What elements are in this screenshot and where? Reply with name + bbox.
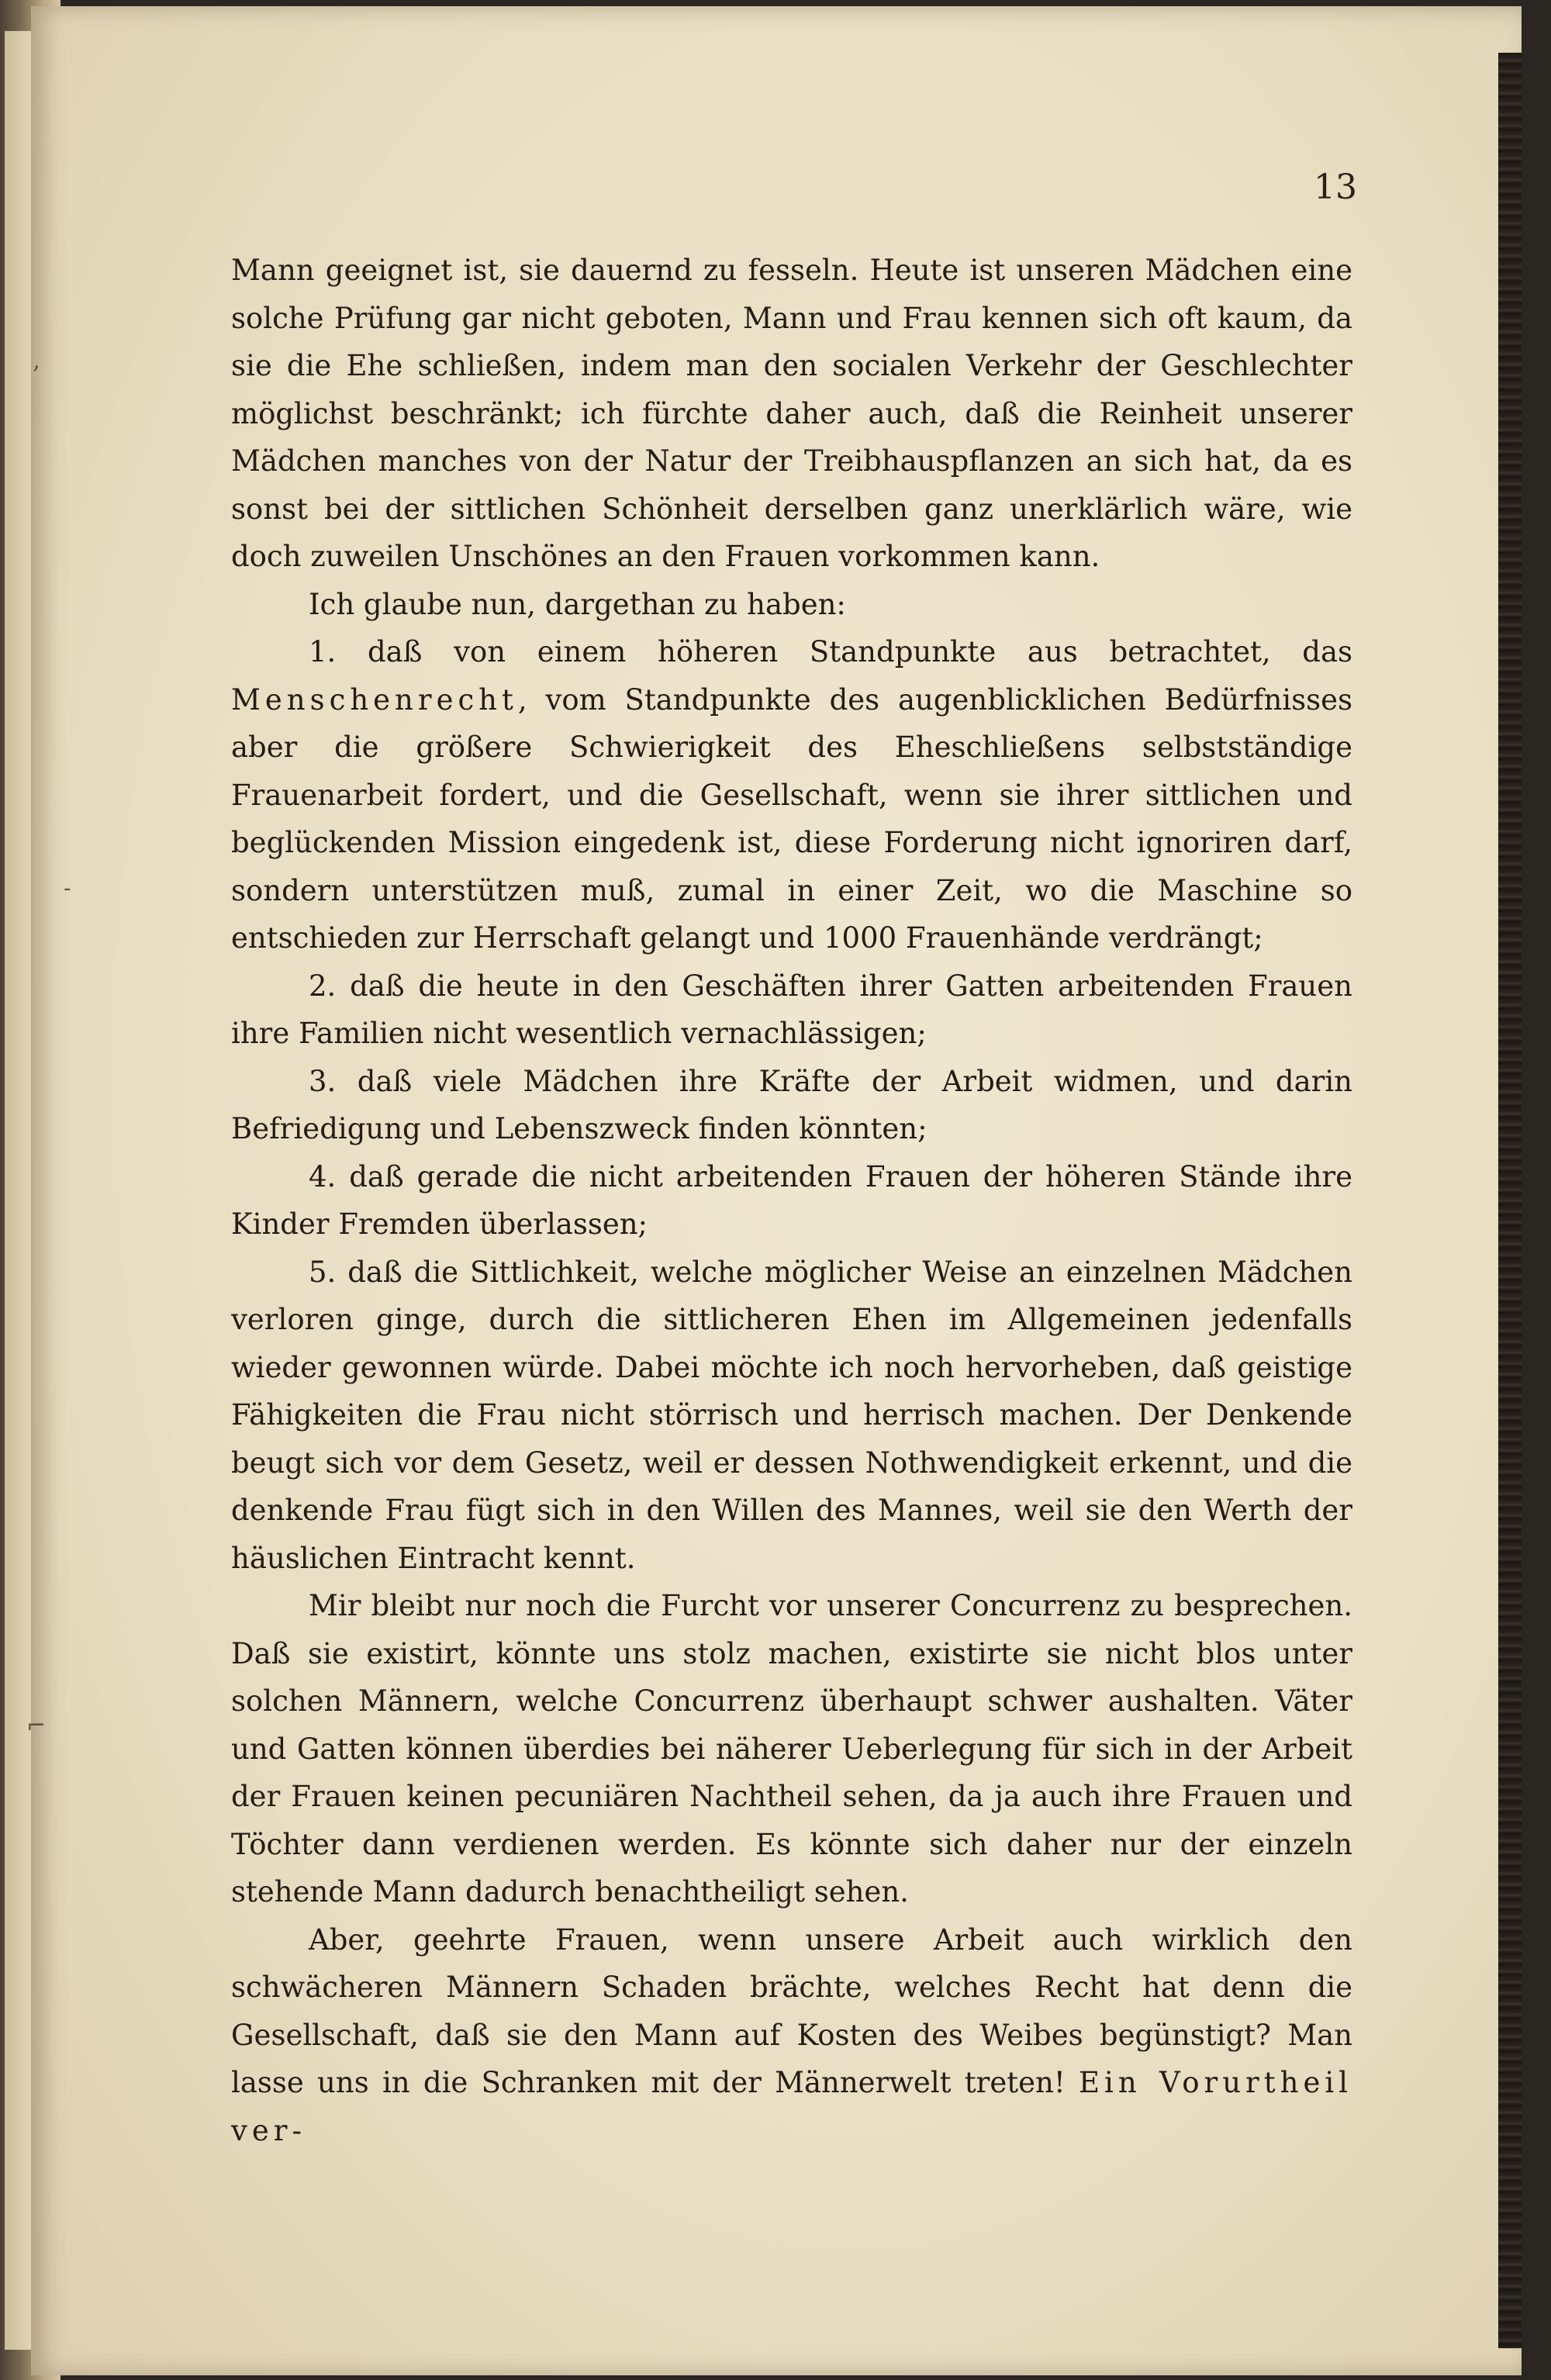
page-edge-stack — [1498, 53, 1522, 2348]
margin-mark: ⌐ — [26, 1712, 47, 1739]
paragraph-text: Aber, geehrte Frauen, wenn unsere Arbeit auch wirklich den schwächeren Männern Schaden brächte, welches Recht hat denn die Gesellschaft, daß sie den Mann auf Kosten des Weibes begünstigt? Man lasse uns in die Schranken mit der Männerwelt treten! — [231, 1922, 1352, 2099]
page-number: 13 — [1314, 168, 1357, 207]
list-item: 5. daß die Sittlichkeit, welche möglicher Weise an einzelnen Mädchen verloren ginge, durch die sittlicheren Ehen im Allgemeinen jedenfalls wieder gewonnen würde. Dabei möchte ich noch hervorheben, daß geistige Fähigkeiten die Frau nicht störrisch und herrisch machen. Der Denkende beugt sich vor dem Gesetz, weil er dessen Nothwendigkeit erkennt, und die denkende Frau fügt sich in den Willen des Mannes, weil sie den Werth der häuslichen Eintracht kennt. — [231, 1255, 1352, 1575]
margin-mark: ‚ — [33, 347, 40, 375]
paragraph: Mann geeignet ist, sie dauernd zu fesseln. Heute ist unseren Mädchen eine solche Prüfung gar nicht geboten, Mann und Frau kennen sich oft kaum, da sie die Ehe schließen, indem man den socialen Verkehr der Geschlechter möglichst beschränkt; ich fürchte daher auch, daß die Reinheit unserer Mädchen manches von der Natur der Treibhauspflanzen an sich hat, da es sonst bei der sittlichen Schönheit derselben ganz unerklärlich wäre, wie doch zuweilen Unschönes an den Frauen vorkommen kann. — [231, 254, 1352, 573]
list-item: 3. daß viele Mädchen ihre Kräfte der Arbeit widmen, und darin Befriedigung und Lebenszweck finden könnten; — [231, 1064, 1352, 1145]
book-page — [26, 6, 1522, 2375]
list-item — [231, 628, 1352, 962]
margin-mark: ˗ — [64, 875, 71, 902]
body-text — [231, 247, 1352, 2154]
paragraph — [231, 1916, 1352, 2155]
list-item: 4. daß gerade die nicht arbeitenden Frauen der höheren Stände ihre Kinder Fremden überlassen; — [231, 1159, 1352, 1241]
paragraph: Mir bleibt nur noch die Furcht vor unserer Concurrenz zu besprechen. Daß sie existirt, könnte uns stolz machen, existirte sie nicht blos unter solchen Männern, welche Concurrenz überhaupt schwer aushalten. Väter und Gatten können überdies bei näherer Ueberlegung für sich in der Arbeit der Frauen keinen pecuniären Nachtheil sehen, da ja auch ihre Frauen und Töchter dann verdienen werden. Es könnte sich daher nur der einzeln stehende Mann dadurch benachtheiligt sehen. — [231, 1589, 1352, 1908]
paragraph: Ich glaube nun, dargethan zu haben: — [309, 587, 846, 621]
previous-page-edge — [5, 31, 33, 2350]
list-item-text: 1. daß von einem höheren Standpunkte aus betrachtet, das — [309, 635, 1352, 668]
list-item: 2. daß die heute in den Geschäften ihrer Gatten arbeitenden Frauen ihre Familien nicht wesentlich vernachlässigen; — [231, 969, 1352, 1050]
spaced-emphasis: Menschenrecht — [231, 682, 518, 717]
spaced-emphasis: Ein Vorurtheil ver- — [231, 2066, 1353, 2147]
list-item-text: , vom Standpunkte des augenblicklichen Bedürfnisses aber die größere Schwierigkeit des Eheschließens selbstständige Frauenarbeit fordert, und die Gesellschaft, wenn sie ihrer sittlichen und beglückenden Mission eingedenk ist, diese Forderung nicht ignoriren darf, sondern unterstützen muß, zumal in einer Zeit, wo die Maschine so entschieden zur Herrschaft gelangt und 1000 Frauenhände verdrängt; — [231, 682, 1352, 955]
